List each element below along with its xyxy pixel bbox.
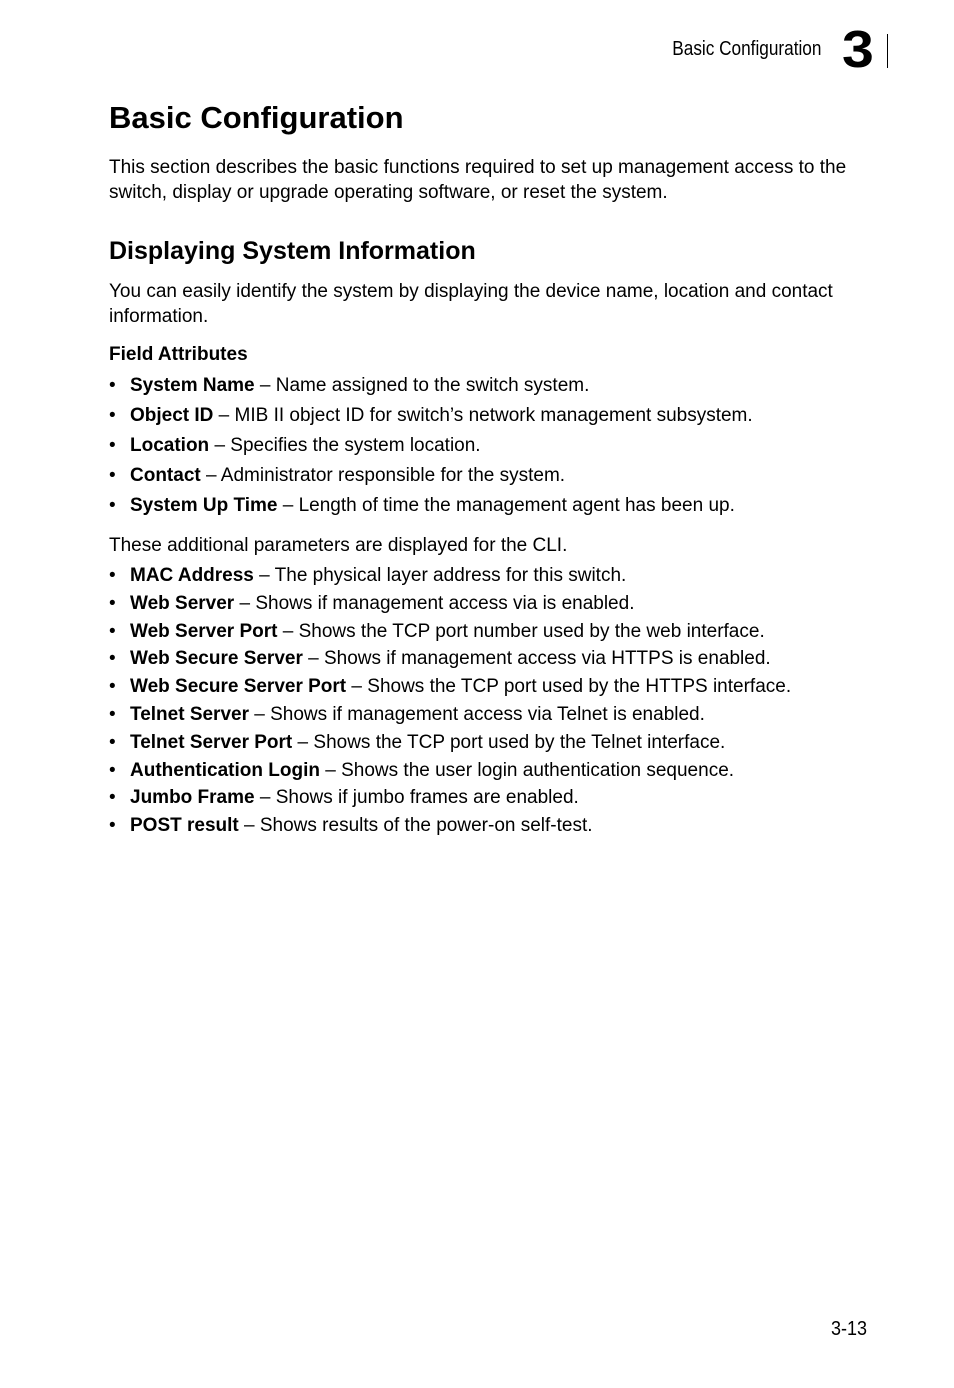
list-item <box>109 431 869 461</box>
description: – MIB II object ID for switch’s network management subsystem. <box>213 405 753 426</box>
bullet: • <box>109 703 116 725</box>
description: – Shows if management access via is enabled. <box>234 592 635 614</box>
list-item <box>109 618 869 646</box>
bullet: • <box>109 676 116 698</box>
bullet: • <box>109 731 116 753</box>
list-item <box>109 701 869 729</box>
field-attributes-label: Field Attributes <box>109 344 248 365</box>
bullet: • <box>109 648 116 670</box>
subsection-intro: You can easily identify the system by displaying the device name, location and contact information. <box>109 281 833 327</box>
term: System Up Time <box>130 495 278 516</box>
description: – Shows the TCP port used by the HTTPS interface. <box>346 676 792 698</box>
bullet: • <box>109 435 116 456</box>
description: – Name assigned to the switch system. <box>254 375 590 396</box>
bullet: • <box>109 787 116 809</box>
description: – Shows if jumbo frames are enabled. <box>254 787 579 809</box>
page-number: 3-13 <box>830 1318 867 1340</box>
term: Web Server Port <box>130 620 278 642</box>
description: – Specifies the system location. <box>209 435 481 456</box>
term: Jumbo Frame <box>130 787 255 809</box>
term: Location <box>130 435 210 456</box>
list-item <box>109 757 869 785</box>
description: – Shows if management access via HTTPS is enabled. <box>302 648 771 670</box>
list-item <box>109 673 869 701</box>
list-item <box>109 729 869 757</box>
bullet: • <box>109 592 116 614</box>
term: Web Secure Server <box>130 648 303 670</box>
section-title: Basic Configuration <box>109 100 404 135</box>
list-item <box>109 645 869 673</box>
bullet: • <box>109 375 116 396</box>
list-item <box>109 401 869 431</box>
term: Telnet Server <box>130 703 249 725</box>
description: – Length of time the management agent has been up. <box>277 495 735 516</box>
bullet: • <box>109 815 116 837</box>
description: – Shows results of the power-on self-test. <box>238 815 593 837</box>
list-item <box>109 590 869 618</box>
bullet: • <box>109 759 116 781</box>
bullet: • <box>109 565 116 586</box>
list-item <box>109 371 869 401</box>
term: Web Secure Server Port <box>130 676 347 698</box>
term: Contact <box>130 465 201 486</box>
term: Telnet Server Port <box>130 731 293 753</box>
list-item <box>109 812 869 840</box>
bullet: • <box>109 495 116 516</box>
term: Authentication Login <box>130 759 320 781</box>
list-item <box>109 461 869 491</box>
chapter-number: 3 <box>842 21 874 79</box>
cli-parameter-list <box>109 562 869 840</box>
cli-intro: These additional parameters are displayed for the CLI. <box>109 535 568 556</box>
term: System Name <box>130 375 255 396</box>
chapter-rule <box>887 34 888 68</box>
description: – Shows if management access via Telnet is enabled. <box>248 703 705 725</box>
description: – Shows the TCP port number used by the web interface. <box>277 620 765 642</box>
description: – The physical layer address for this switch. <box>253 565 627 586</box>
list-item <box>109 784 869 812</box>
description: – Shows the TCP port used by the Telnet interface. <box>292 731 726 753</box>
bullet: • <box>109 405 116 426</box>
term: POST result <box>130 815 239 837</box>
description: – Shows the user login authentication sequence. <box>319 759 735 781</box>
term: Web Server <box>130 592 235 614</box>
term: Object ID <box>130 405 214 426</box>
list-item <box>109 562 869 590</box>
section-intro: This section describes the basic functions required to set up management access to the switch, display or upgrade operating software, or reset the system. <box>109 157 847 203</box>
list-item <box>109 491 869 521</box>
attribute-list <box>109 371 869 521</box>
term: MAC Address <box>130 565 254 586</box>
bullet: • <box>109 465 116 486</box>
description: – Administrator responsible for the system. <box>200 465 566 486</box>
page-content <box>109 98 869 840</box>
subsection-title: Displaying System Information <box>109 237 476 265</box>
running-header: Basic Configuration <box>671 38 821 60</box>
bullet: • <box>109 620 116 642</box>
